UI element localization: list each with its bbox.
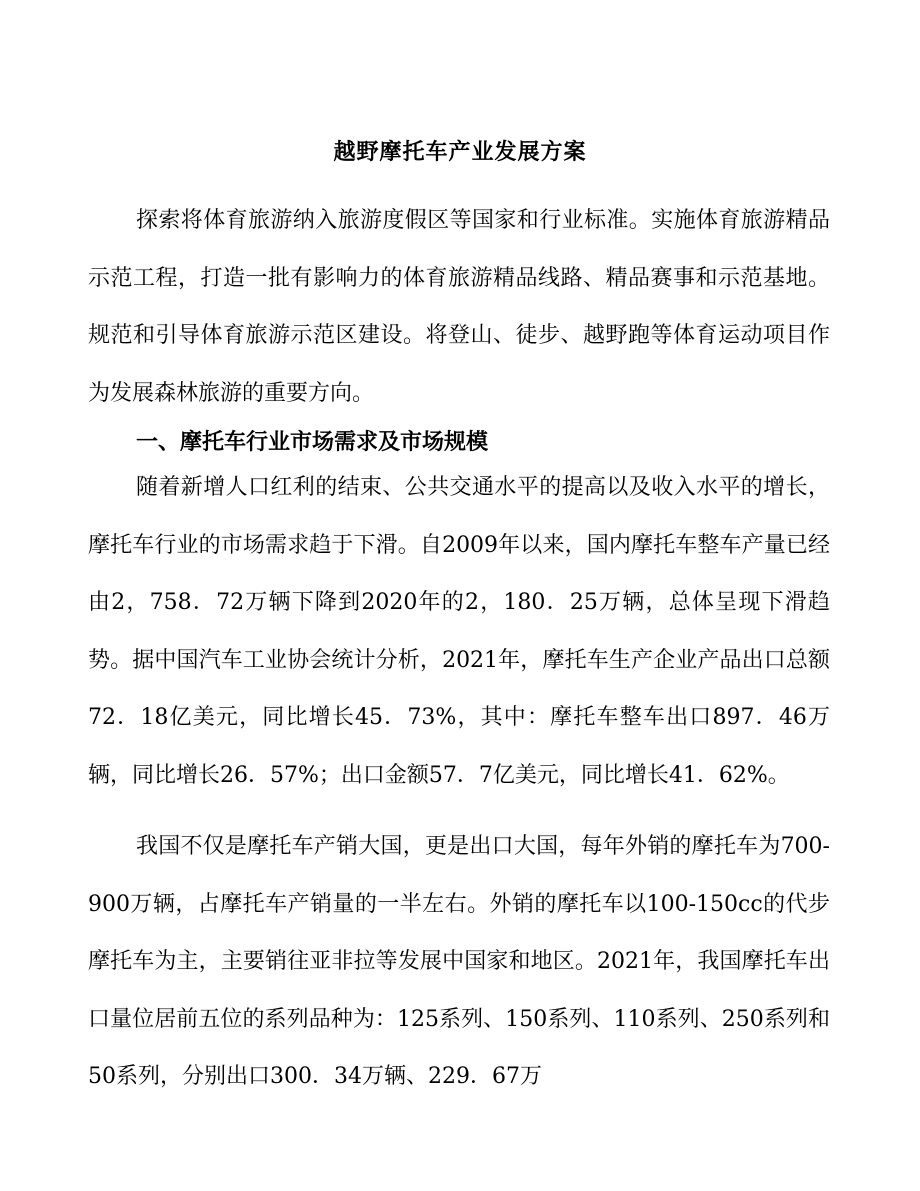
document-title: 越野摩托车产业发展方案 bbox=[333, 138, 587, 165]
paragraph-market-demand: 随着新增人口红利的结束、公共交通水平的提高以及收入水平的增长，摩托车行业的市场需求趋于下滑。自2009年以来，国内摩托车整车产量已经由2，758．72万辆下降到2020年的2，180．25万辆，总体呈现下滑趋势。据中国汽车工业协会统计分析，2021年，摩托车生产企业产品出口总额72．18亿美元，同比增长45．73%，其中：摩托车整车出口897．46万辆，同比增长26．57%；出口金额57．7亿美元，同比增长41．62%。 bbox=[88, 475, 830, 788]
paragraph-export: 我国不仅是摩托车产销大国，更是出口大国，每年外销的摩托车为700-900万辆，占摩托车产销量的一半左右。外销的摩托车以100-150cc的代步摩托车为主，主要销往亚非拉等发展中国家和地区。2021年，我国摩托车出口量位居前五位的系列品种为：125系列、150系列、110系列、250系列和50系列，分别出口300．34万辆、229．67万 bbox=[88, 834, 830, 1089]
paragraph-intro: 探索将体育旅游纳入旅游度假区等国家和行业标准。实施体育旅游精品示范工程，打造一批有影响力的体育旅游精品线路、精品赛事和示范基地。规范和引导体育旅游示范区建设。将登山、徒步、越野跑等体育运动项目作为发展森林旅游的重要方向。 bbox=[88, 208, 830, 406]
section-heading-market: 一、摩托车行业市场需求及市场规模 bbox=[136, 429, 489, 455]
